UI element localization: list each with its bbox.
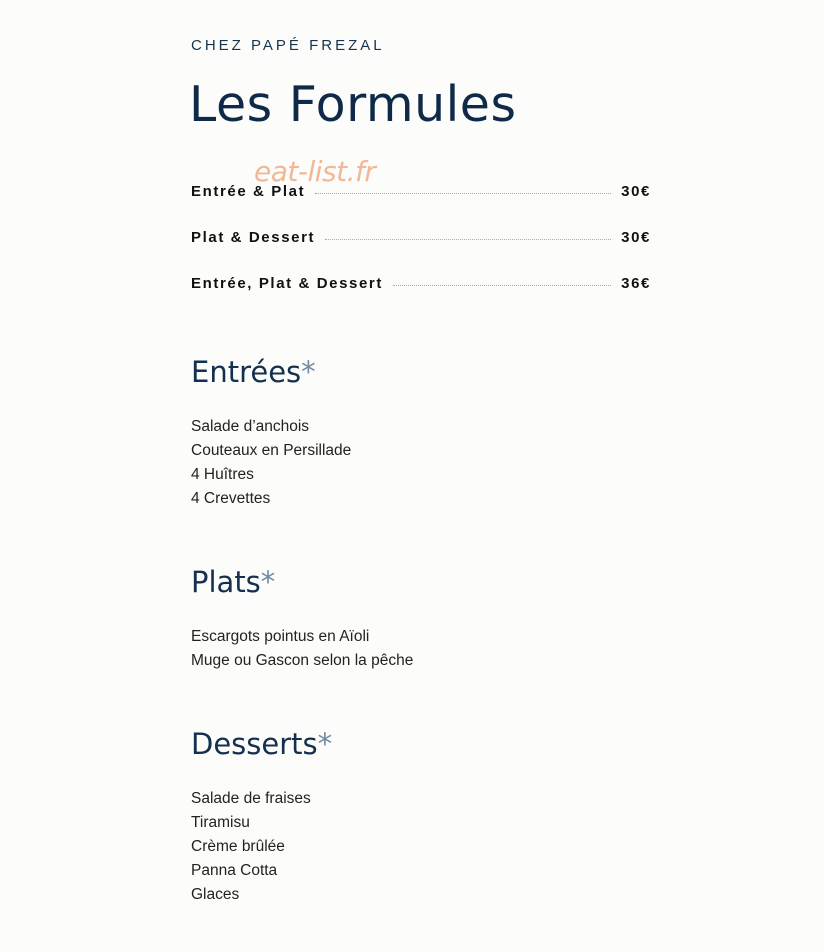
list-item: Tiramisu (191, 814, 250, 831)
list-item: Glaces (191, 886, 240, 903)
list-item: Salade d’anchois (191, 418, 310, 435)
section-title-entrees (191, 355, 316, 389)
dot-leader (393, 285, 611, 286)
formule-name: Entrée & Plat (191, 182, 306, 200)
formule-name: Plat & Dessert (191, 228, 316, 246)
list-item: Panna Cotta (191, 862, 278, 879)
formule-price: 30€ (621, 182, 651, 200)
list-item: Muge ou Gascon selon la pêche (191, 652, 414, 669)
asterisk-marker: * (301, 355, 316, 389)
section-title-text: Plats (191, 565, 261, 599)
asterisk-marker: * (317, 727, 333, 761)
desserts-list (191, 787, 311, 907)
list-item: Escargots pointus en Aïoli (191, 628, 370, 645)
formule-row (191, 273, 651, 293)
list-item: Crème brûlée (191, 838, 285, 855)
list-item: Couteaux en Persillade (191, 442, 352, 459)
formule-price: 30€ (621, 228, 651, 246)
formule-row (191, 227, 651, 247)
page-title: Les Formules (189, 76, 517, 133)
section-title-desserts (191, 727, 332, 761)
section-title-text: Desserts (191, 727, 318, 761)
watermark-logo: eat-list.fr (254, 155, 376, 188)
section-title-text: Entrées (191, 355, 302, 389)
formule-name: Entrée, Plat & Dessert (191, 274, 383, 292)
asterisk-marker: * (260, 565, 276, 599)
restaurant-name: CHEZ PAPÉ FREZAL (191, 37, 385, 54)
formule-price: 36€ (621, 274, 651, 292)
entrees-list (191, 415, 351, 511)
plats-list (191, 625, 413, 673)
dot-leader (325, 239, 611, 240)
list-item: Salade de fraises (191, 790, 311, 807)
section-title-plats (191, 565, 275, 599)
list-item: 4 Crevettes (191, 490, 271, 507)
dot-leader (315, 193, 611, 194)
list-item: 4 Huîtres (191, 466, 254, 483)
